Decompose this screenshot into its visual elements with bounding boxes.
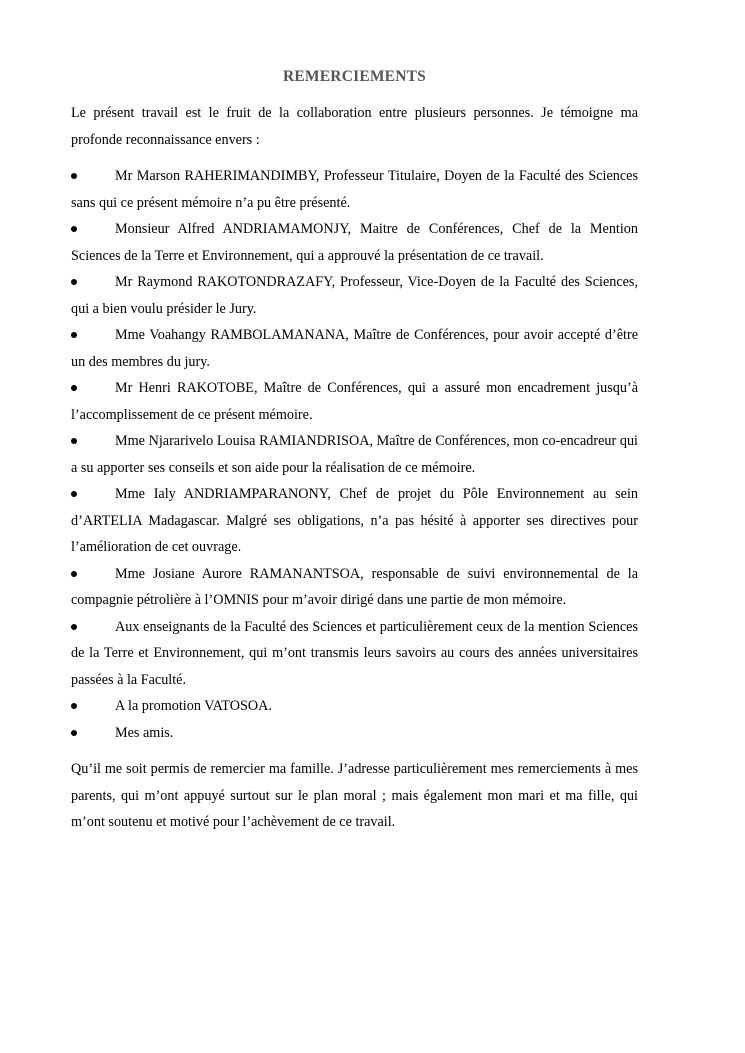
list-item-text: Aux enseignants de la Faculté des Sciences et particulièrement ceux de la mention Sciences de la Terre et Environnement, qui m’ont transmis leurs savoirs au cours des années universitaires passées à la Faculté. bbox=[71, 618, 638, 688]
bullet-icon bbox=[71, 703, 77, 709]
list-item bbox=[71, 720, 638, 747]
bullet-icon bbox=[71, 173, 77, 179]
page-title: REMERCIEMENTS bbox=[283, 68, 426, 85]
bullet-icon bbox=[71, 438, 77, 444]
list-item bbox=[71, 163, 638, 216]
bullet-icon bbox=[71, 226, 77, 232]
list-item-text: Mr Raymond RAKOTONDRAZAFY, Professeur, Vice-Doyen de la Faculté des Sciences, qui a bien voulu présider le Jury. bbox=[71, 274, 638, 317]
acknowledgement-list bbox=[71, 163, 638, 746]
list-item bbox=[71, 216, 638, 269]
list-item-text: Mes amis. bbox=[115, 724, 174, 741]
list-item bbox=[71, 428, 638, 481]
closing-paragraph: Qu’il me soit permis de remercier ma famille. J’adresse particulièrement mes remerciements à mes parents, qui m’ont appuyé surtout sur le plan moral ; mais également mon mari et ma fille, qui m’ont soutenu et motivé pour l’achèvement de ce travail. bbox=[71, 761, 638, 830]
list-item bbox=[71, 693, 638, 720]
list-item bbox=[71, 322, 638, 375]
document-page bbox=[71, 68, 638, 836]
bullet-icon bbox=[71, 491, 77, 497]
list-item bbox=[71, 561, 638, 614]
list-item-text: Mr Marson RAHERIMANDIMBY, Professeur Titulaire, Doyen de la Faculté des Sciences sans qui ce présent mémoire n’a pu être présenté. bbox=[71, 168, 638, 211]
bullet-icon bbox=[71, 332, 77, 338]
list-item bbox=[71, 375, 638, 428]
bullet-icon bbox=[71, 385, 77, 391]
bullet-icon bbox=[71, 279, 77, 285]
list-item-text: Mr Henri RAKOTOBE, Maître de Conférences, qui a assuré mon encadrement jusqu’à l’accomplissement de ce présent mémoire. bbox=[71, 380, 638, 423]
list-item-text: Mme Josiane Aurore RAMANANTSOA, responsable de suivi environnemental de la compagnie pétrolière à l’OMNIS pour m’avoir dirigé dans une partie de mon mémoire. bbox=[71, 565, 638, 608]
list-item-text: Mme Njararivelo Louisa RAMIANDRISOA, Maître de Conférences, mon co-encadreur qui a su apporter ses conseils et son aide pour la réalisation de ce mémoire. bbox=[71, 433, 638, 476]
list-item-text: A la promotion VATOSOA. bbox=[115, 698, 272, 714]
bullet-icon bbox=[71, 624, 77, 630]
list-item bbox=[71, 269, 638, 322]
bullet-icon bbox=[71, 571, 77, 577]
bullet-icon bbox=[71, 730, 77, 736]
list-item bbox=[71, 481, 638, 561]
list-item-text: Monsieur Alfred ANDRIAMAMONJY, Maitre de Conférences, Chef de la Mention Sciences de la Terre et Environnement, qui a approuvé la présentation de ce travail. bbox=[71, 221, 638, 264]
intro-paragraph: Le présent travail est le fruit de la collaboration entre plusieurs personnes. Je témoigne ma profonde reconnaissance envers : bbox=[71, 105, 638, 148]
list-item bbox=[71, 614, 638, 694]
list-item-text: Mme Voahangy RAMBOLAMANANA, Maître de Conférences, pour avoir accepté d’être un des membres du jury. bbox=[71, 327, 638, 370]
list-item-text: Mme Ialy ANDRIAMPARANONY, Chef de projet du Pôle Environnement au sein d’ARTELIA Madagascar. Malgré ses obligations, n’a pas hésité à apporter ses directives pour l’amélioration de cet ouvrage. bbox=[71, 486, 638, 555]
